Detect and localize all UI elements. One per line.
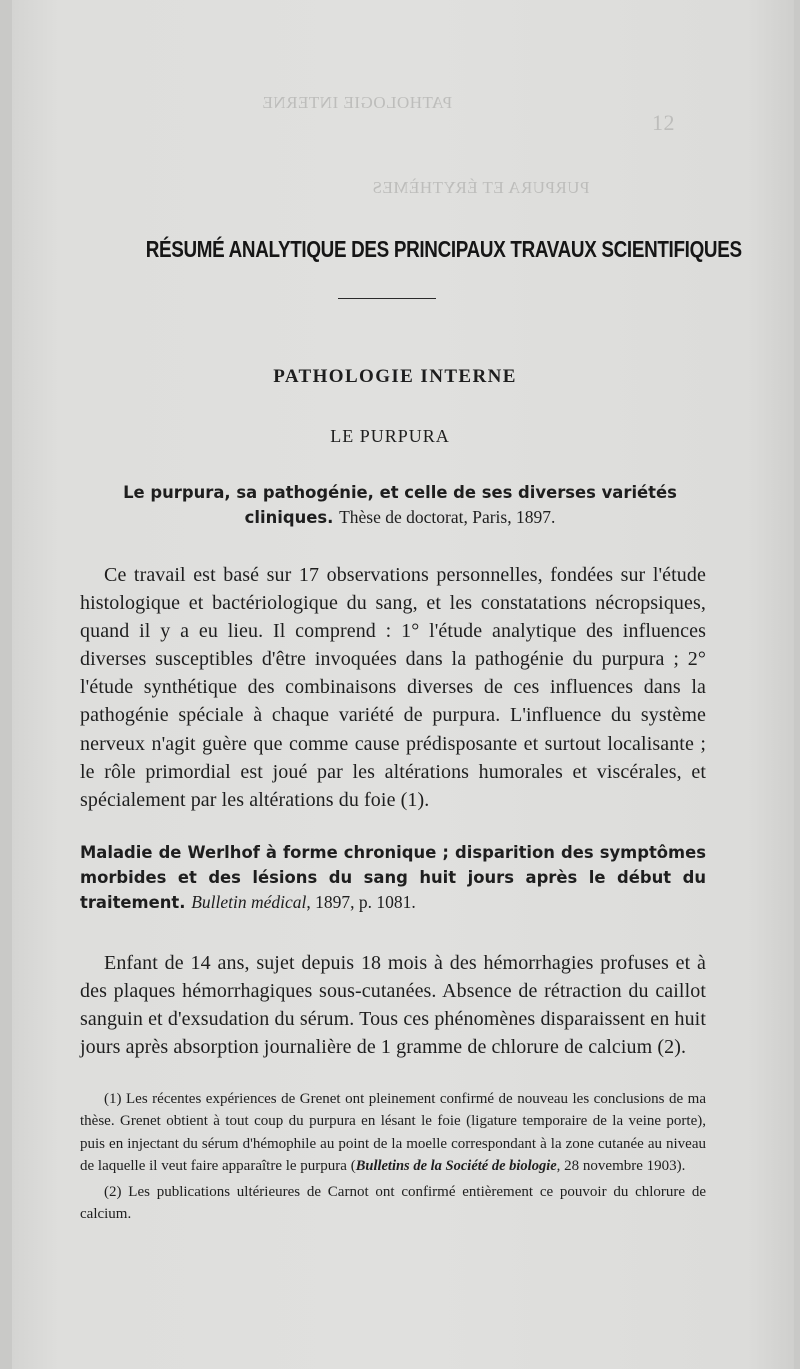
entry-paragraph-thesis: Ce travail est basé sur 17 observations personnelles, fondées sur l'étude histologique et bactériologique du sang, et les constatations nécropsiques, quand il y a eu lieu. Il comprend : 1° l'étude analytique des influences diverses susceptibles d'être invoquées dans la pathogénie du purpura ; 2° l'étude synthétique des combinaisons diverses de ces influences dans la pathogénie spéciale à chaque variété de purpura. L'influence du système nerveux n'agit guère que comme cause prédisposante et surtout localisante ; le rôle primordial est joué par les altérations humorales et viscérales, et spécialement par les altérations du foie (1).	[80, 564, 706, 811]
journal-name: Bulletin médical	[191, 892, 307, 912]
title-divider	[338, 298, 436, 299]
entry-paragraph-werlhof: Enfant de 14 ans, sujet depuis 18 mois à des hémorrhagies profuses et à des plaques hémorrhagiques sous-cutanées. Absence de rétraction du caillot sanguin et d'exsudation du sérum. Tous ces phénomènes disparaissent en huit jours après absorption journalière de 1 gramme de chlorure de calcium (2).	[80, 952, 706, 1059]
footnote-1	[80, 1088, 706, 1178]
footnote-text: Les récentes expériences de Grenet ont pleinement confirmé de nouveau les conclusions de ma thèse. Grenet obtient à tout coup du purpura en lésant le foie (ligature temporaire de la veine porte), puis en injectant du sérum d'hémophile au point de la moelle correspondant à la zone cutanée au niveau de laquelle il veut faire apparaître le purpura (	[80, 1091, 706, 1175]
footnote-marker: (2)	[104, 1183, 122, 1200]
bleed-through-page-number: 12	[652, 110, 675, 135]
bleed-through-text: PURPURA ET ÉRYTHÈMES	[372, 178, 590, 197]
footnote-journal: Bulletins de la Société de biologie	[355, 1158, 557, 1175]
footnote-text: Les publications ultérieures de Carnot ont confirmé entièrement ce pouvoir du chlorure de calcium.	[80, 1183, 707, 1223]
main-title: RÉSUMÉ ANALYTIQUE DES PRINCIPAUX TRAVAUX SCIENTIFIQUES	[145, 236, 742, 262]
entry-reference: Thèse de doctorat, Paris, 1897.	[339, 507, 556, 527]
section-title: PATHOLOGIE INTERNE	[273, 366, 517, 387]
reference-details: , 1897, p. 1081.	[306, 892, 416, 912]
entry-title: Maladie de Werlhof à forme chronique ; disparition des symptômes morbides et des lésions du sang huit jours après le début du traitement.	[80, 843, 706, 912]
entry-reference	[191, 892, 416, 912]
footnote-text-end: , 28 novembre 1903).	[556, 1158, 686, 1175]
entry-heading-werlhof	[80, 840, 706, 915]
entry-title: Le purpura, sa pathogénie, et celle de ses diverses variétés cliniques.	[123, 483, 677, 527]
entry-heading-thesis	[100, 480, 700, 530]
footnote-marker: (1)	[104, 1091, 122, 1107]
subsection-title: LE PURPURA	[330, 426, 450, 446]
footnotes	[80, 1088, 706, 1225]
bleed-through-text: PATHOLOGIE INTERNE	[262, 93, 453, 112]
footnote-2	[80, 1181, 706, 1226]
